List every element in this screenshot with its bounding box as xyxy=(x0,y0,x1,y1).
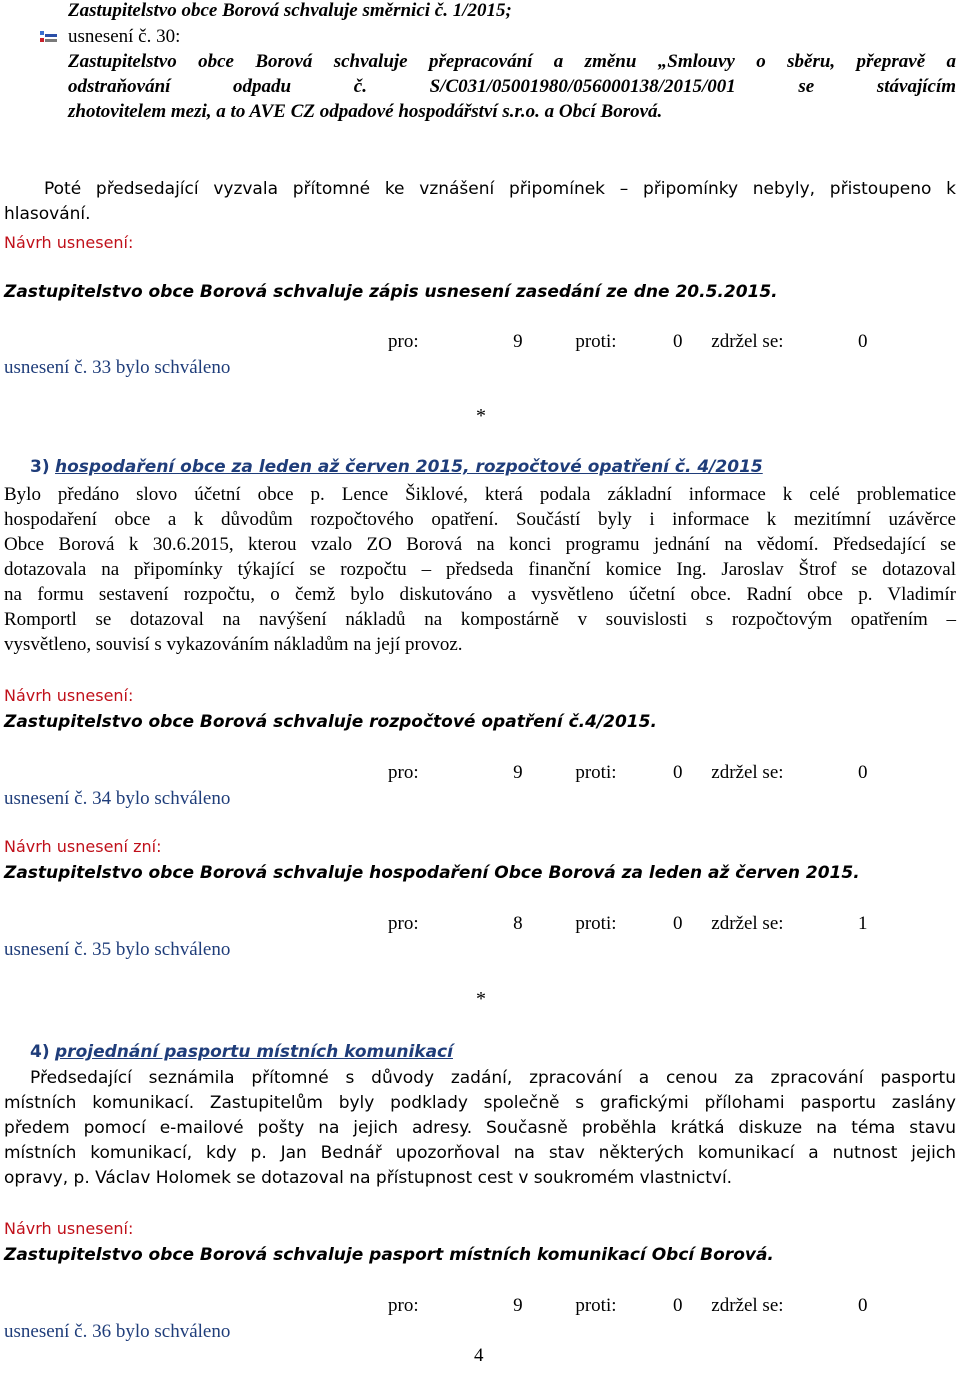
paragraph-line: vysvětleno, souvisí s vykazováním nákladům na její provoz. xyxy=(4,634,463,655)
vote-tally: pro: 9 proti: 0 zdržel se: 0 xyxy=(388,762,868,783)
page-number: 4 xyxy=(474,1345,484,1366)
proposal-text: Zastupitelstvo obce Borová schvaluje zápis usnesení zasedání ze dne 20.5.2015. xyxy=(4,282,778,302)
resolution-text: Zastupitelstvo obce Borová schvaluje směrnici č. 1/2015; xyxy=(68,0,512,21)
paragraph-line: Obce Borová k 30.6.2015, kterou vzalo ZO Borová na konci programu jednání na vědomí. Předsedající se xyxy=(4,534,956,555)
paragraph-line: Romportl se dotazoval na navýšení nákladů na kompostárně v souvislosti s rozpočtovým opatřením – xyxy=(4,609,956,630)
proposal-label: Návrh usnesení: xyxy=(4,233,134,252)
section-heading: 4) projednání pasportu místních komunikací xyxy=(30,1042,453,1062)
resolution-result: usnesení č. 34 bylo schváleno xyxy=(4,788,231,809)
proposal-text: Zastupitelstvo obce Borová schvaluje pasport místních komunikací Obcí Borová. xyxy=(4,1245,774,1265)
paragraph-line: na formu sestavení rozpočtu, o čemž bylo diskutováno a vysvětleno účetní obce. Radní obce p. Vladimír xyxy=(4,584,956,605)
intro-line: Poté předsedající vyzvala přítomné ke vznášení připomínek – připomínky nebyly, přistoupeno k xyxy=(44,179,956,199)
paragraph-line: místních komunikací, kdy p. Jan Bednář upozorňoval na stav některých komunikací a nutnost jejich xyxy=(4,1143,956,1163)
proposal-label: Návrh usnesení: xyxy=(4,686,134,705)
paragraph-line: dotazovala na připomínky týkající se rozpočtu – předseda finanční komice Ing. Jaroslav Štrof se dotazoval xyxy=(4,559,956,580)
vote-tally: pro: 9 proti: 0 zdržel se: 0 xyxy=(388,331,868,352)
list-bullet-icon xyxy=(40,30,58,49)
paragraph-line: opravy, p. Václav Holomek se dotazoval na přístupnost cest v soukromém vlastnictví. xyxy=(4,1168,733,1188)
proposal-label: Návrh usnesení: xyxy=(4,1219,134,1238)
resolution-paragraph-line: zhotovitelem mezi, a to AVE CZ odpadové hospodářství s.r.o. a Obcí Borová. xyxy=(68,101,663,122)
resolution-paragraph-line: odstraňování odpadu č. S/C031/05001980/056000138/2015/001 se stávajícím xyxy=(68,76,956,97)
vote-tally: pro: 9 proti: 0 zdržel se: 0 xyxy=(388,1295,868,1316)
proposal-text: Zastupitelstvo obce Borová schvaluje hospodaření Obce Borová za leden až červen 2015. xyxy=(4,863,860,883)
paragraph-line: hospodaření obce a k důvodům rozpočtového opatření. Součástí byly i informace k mezitímní uzávěrce xyxy=(4,509,956,530)
resolution-result: usnesení č. 35 bylo schváleno xyxy=(4,939,231,960)
resolution-number: usnesení č. 30: xyxy=(68,26,181,47)
intro-line: hlasování. xyxy=(4,204,91,224)
paragraph-line: místních komunikací. Zastupitelům byly podklady společně s grafickými přílohami pasportu zaslány xyxy=(4,1093,956,1113)
separator-asterisk: * xyxy=(476,405,486,427)
resolution-result: usnesení č. 36 bylo schváleno xyxy=(4,1321,231,1342)
paragraph-line: Předsedající seznámila přítomné s důvody zadání, zpracování a cenou za zpracování pasportu xyxy=(30,1068,956,1088)
resolution-paragraph-line: Zastupitelstvo obce Borová schvaluje přepracování a změnu „Smlouvy o sběru, přepravě a xyxy=(68,51,956,72)
separator-asterisk: * xyxy=(476,988,486,1010)
paragraph-line: předem pomocí e-mailové pošty na jejich adresy. Současně proběhla krátká diskuze na téma stavu xyxy=(4,1118,956,1138)
paragraph-line: Bylo předáno slovo účetní obce p. Lence Šiklové, která podala základní informace k celé problematice xyxy=(4,484,956,505)
proposal-text: Zastupitelstvo obce Borová schvaluje rozpočtové opatření č.4/2015. xyxy=(4,712,657,732)
vote-tally: pro: 8 proti: 0 zdržel se: 1 xyxy=(388,913,868,934)
resolution-result: usnesení č. 33 bylo schváleno xyxy=(4,357,231,378)
section-heading: 3) hospodaření obce za leden až červen 2015, rozpočtové opatření č. 4/2015 xyxy=(30,457,763,477)
proposal-label: Návrh usnesení zní: xyxy=(4,837,162,856)
